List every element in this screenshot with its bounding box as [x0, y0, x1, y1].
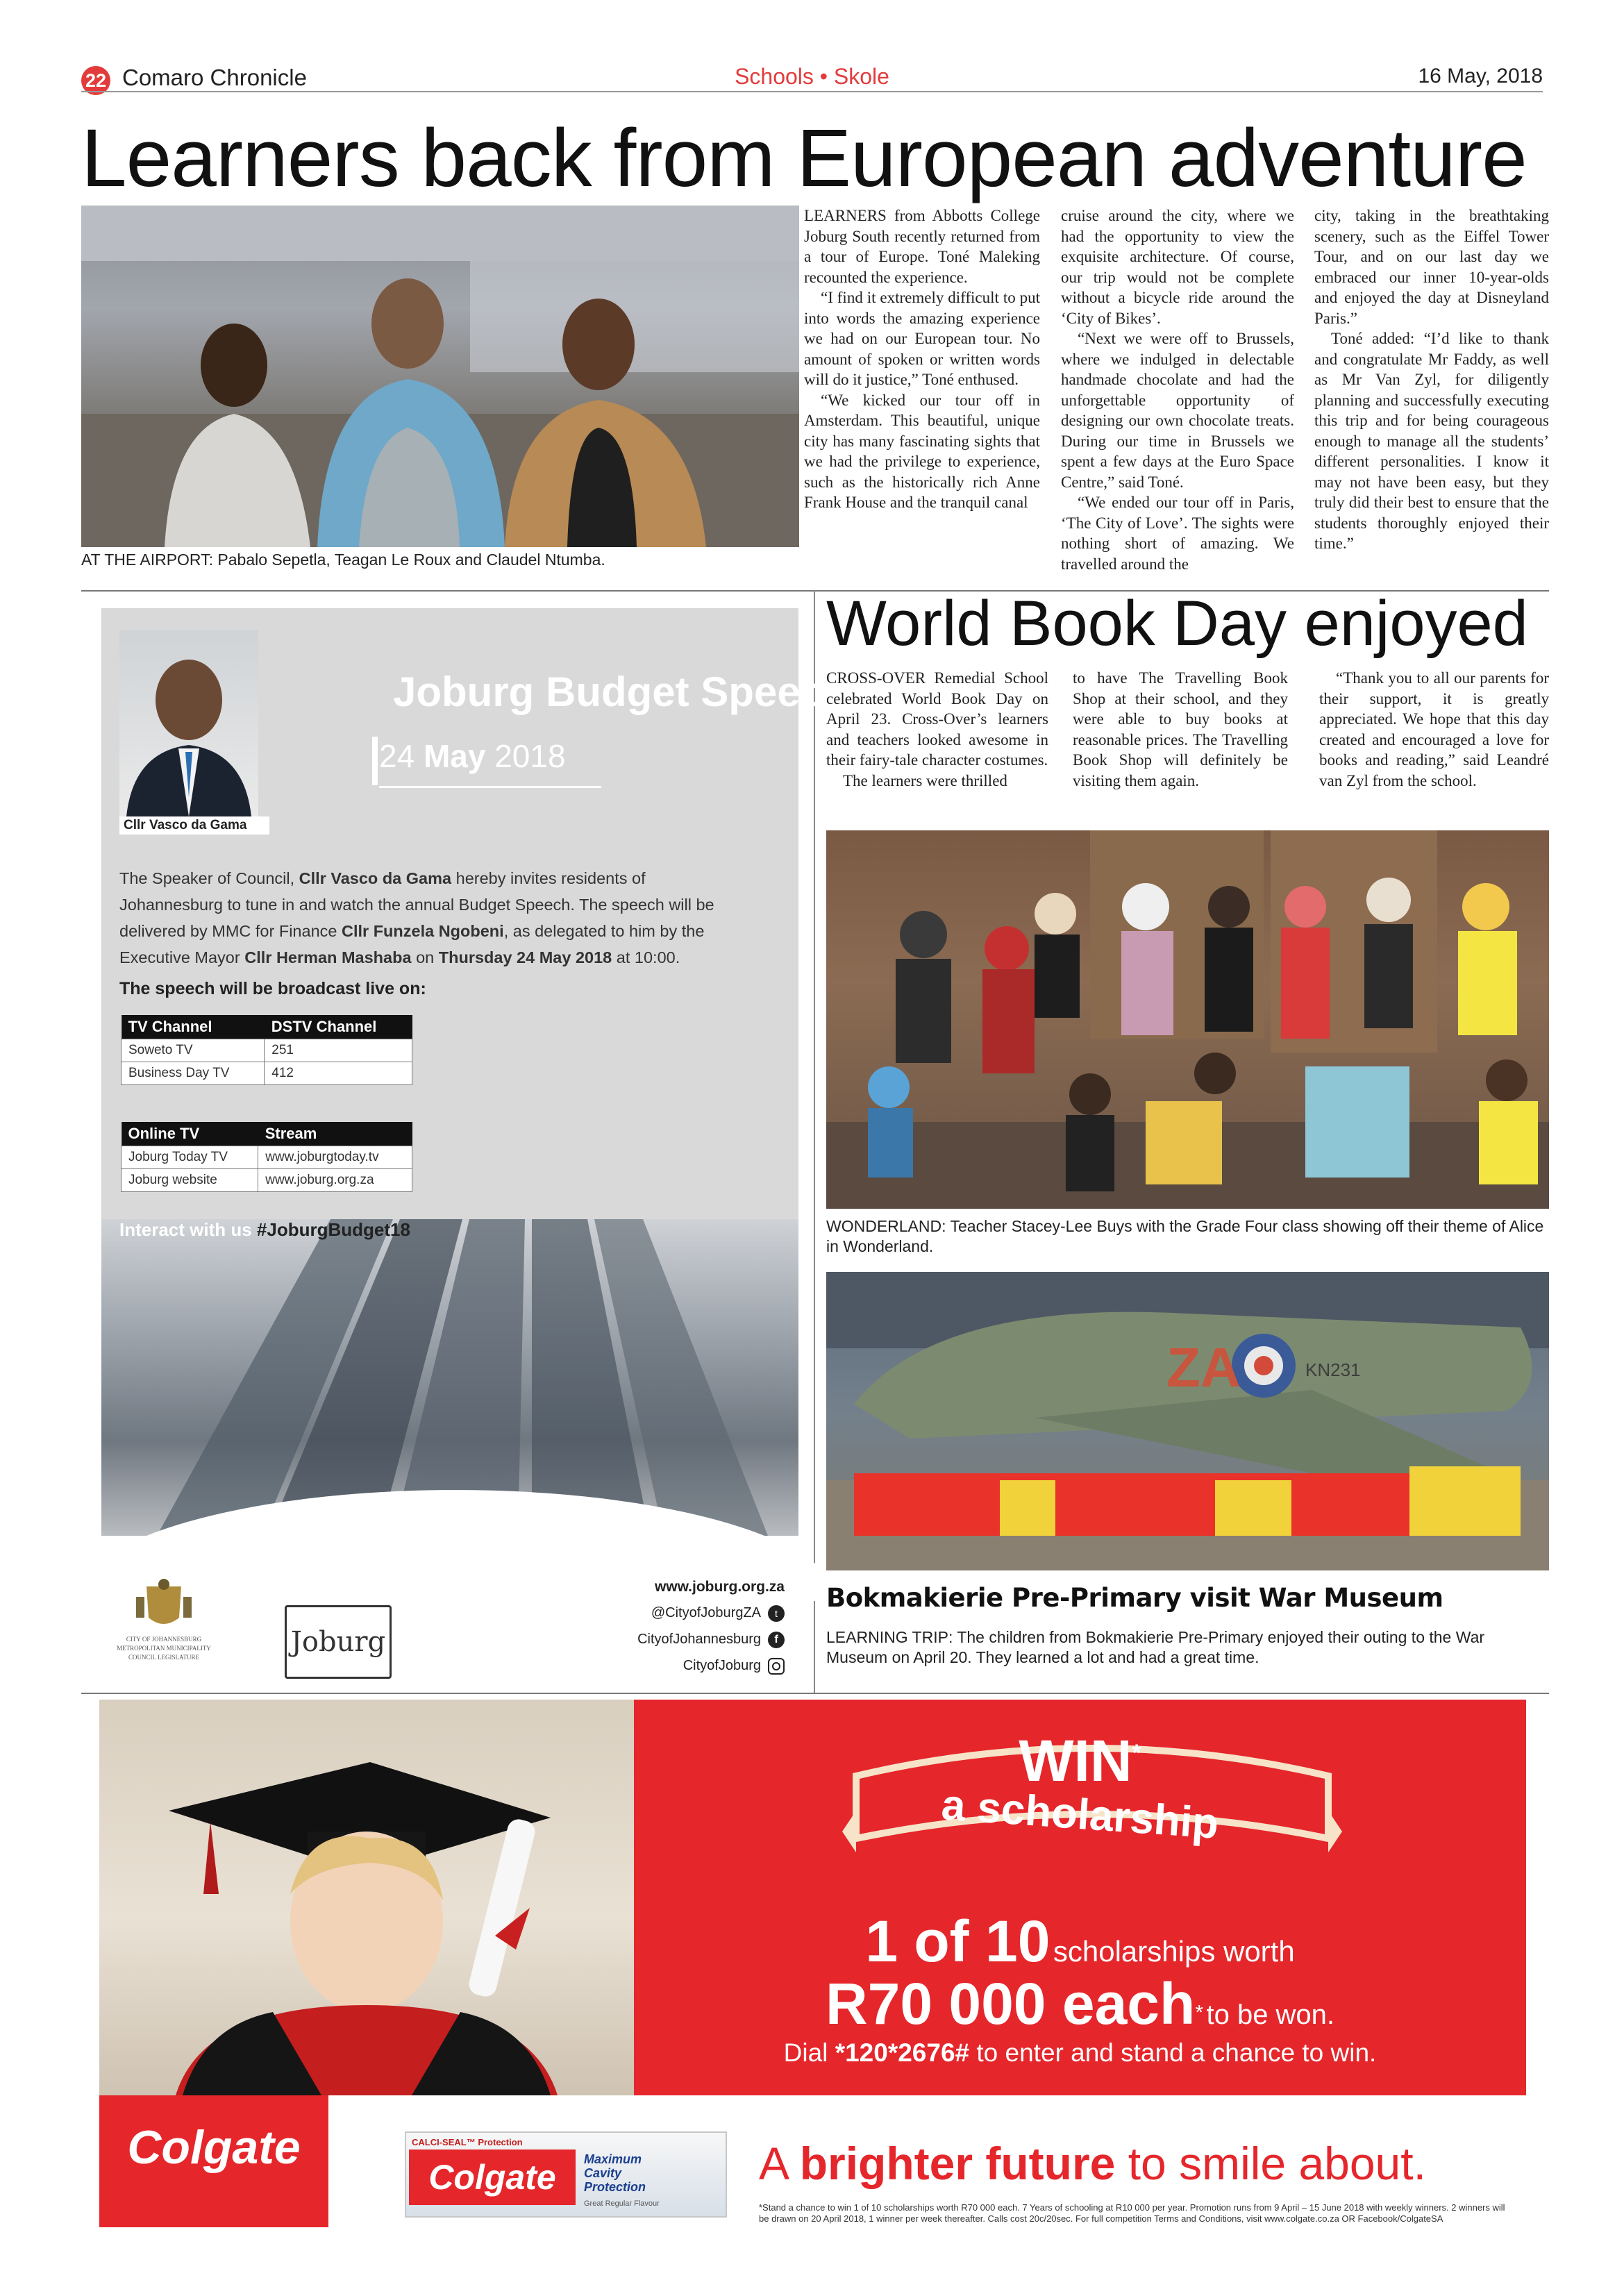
column-divider	[814, 590, 815, 1693]
hashtag: #JoburgBudget18	[256, 1219, 410, 1240]
story2-column-2: to have The Travelling Book Shop at their school, and they were able to buy books at reasonable prices. The Travelling Book Shop will definitely be visiting them again.	[1073, 669, 1288, 789]
colgate-ad	[99, 1700, 1526, 2243]
scholarship-panel	[634, 1700, 1526, 2095]
story2-column-1: CROSS-OVER Remedial School celebrated World Book Day on April 23. Cross-Over’s learners and teachers looked awesome in their fairy-tale character costumes. The learners were thrilled	[826, 669, 1048, 789]
war-museum-caption: LEARNING TRIP: The children from Bokmakierie Pre-Primary enjoyed their outing to the War Museum on April 20. They learned a lot and had a great time.	[826, 1628, 1485, 1666]
joburg-logo: Joburg	[285, 1605, 392, 1679]
councillor-portrait	[119, 630, 258, 816]
facebook-handle[interactable]: CityofJohannesburg	[637, 1632, 761, 1647]
story2-headline: World Book Day enjoyed	[826, 588, 1528, 659]
story3-headline: Bokmakierie Pre-Primary visit War Museum	[826, 1583, 1443, 1613]
toothpaste-box: CALCI-SEAL™ Protection Colgate Maximum Cavity Protection Great Regular Flavour	[405, 2131, 727, 2218]
table-row: Soweto TV 251	[122, 1039, 412, 1062]
world-book-day-photo	[826, 830, 1549, 1209]
story2-column-3: “Thank you to all our parents for their support, it is greatly appreciated. We hope that this day created and encouraged a love for books and reading,” said Leandré van Zyl from the school.	[1319, 669, 1549, 789]
date-bracket	[372, 737, 378, 785]
budget-ad-date: 24 May 2018	[379, 738, 566, 774]
skyline-photo	[101, 1219, 798, 1536]
win-heading: WIN*	[1019, 1728, 1141, 1793]
city-crest: CITY OF JOHANNESBURG METROPOLITAN MUNICIPALITY COUNCIL LEGISLATURE	[101, 1576, 226, 1666]
table-row: Business Day TV 412	[122, 1062, 412, 1085]
colgate-fine-print: *Stand a chance to win 1 of 10 scholarships worth R70 000 each. 7 Years of schooling at R10 000 per year. Promotion runs from 9 April – 15 June 2018 with weekly winners. 2 winners will be drawn on 20 April 2018, 1 winner per week thereafter. Calls cost 20c/20sec. For full competition Terms and Conditions, visit www.colgate.co.za OR Facebook/ColgateSA	[759, 2202, 1505, 2224]
header-rule	[81, 91, 1543, 92]
online-stream-table: Online TV Stream Joburg Today TV www.joburgtoday.tv Joburg website www.joburg.org.za	[121, 1122, 412, 1192]
budget-ad-body: The Speaker of Council, Cllr Vasco da Gama hereby invites residents of Johannesburg to tune in and watch the annual Budget Speech. The speech will be delivered by MMC for Finance Cllr Funzela Ngobeni, as delegated to him by the Executive Mayor Cllr Herman Mashaba on Thursday 24 May 2018 at 10:00.	[119, 869, 714, 966]
story1-column-2: cruise around the city, where we had the opportunity to view the exquisite architecture. Of course, our trip would not be complete without a bicycle ride around the ‘City of Bikes’. “Next we were off to Brussels, where we indulged in delectable handmade chocolate and had the unforgettable opportunity of designing our own chocolate treats. During our time in Brussels we spent a few days at the Euro Space Centre,” said Toné. “We ended our tour off in Paris, ‘The City of Love’. The sights were nothing short of amazing. We travelled around the	[1061, 207, 1294, 573]
instagram-handle[interactable]: CityofJoburg	[683, 1658, 761, 1673]
section-label: Schools • Skole	[735, 64, 889, 89]
dial-instructions: Dial *120*2676# to enter and stand a chance to win.	[783, 2038, 1377, 2067]
prize-line-2: R70 000 each* to be won.	[825, 1971, 1335, 2036]
airport-photo	[81, 206, 799, 547]
budget-speech-ad	[101, 608, 849, 1536]
budget-ad-title: Joburg Budget Speech	[393, 669, 849, 715]
scholarship-heading: a scholarship	[939, 1781, 1221, 1848]
story1-headline: Learners back from European adventure	[81, 112, 1527, 204]
ad-divider	[81, 1693, 1549, 1694]
date-underline	[379, 786, 601, 788]
crest-icon	[101, 1576, 226, 1632]
colgate-tagline: A brighter future to smile about.	[759, 2138, 1426, 2189]
plane-letters: ZA	[1166, 1336, 1241, 1398]
twitter-handle[interactable]: @CityofJoburgZA	[651, 1605, 761, 1620]
page-number: 22	[81, 66, 110, 95]
table-row: Joburg website www.joburg.org.za	[122, 1169, 412, 1192]
facebook-icon: f	[768, 1632, 785, 1648]
story1-column-3: city, taking in the breathtaking scenery, such as the Eiffel Tower Tour, and on our last day we embraced our inner 10-year-olds and enjoyed the day at Disneyland Paris.” Toné added: “I’d like to thank and congratulate Mr Faddy, as well as Mr Van Zyl, for diligently planning and successfully executing this trip and for being courageous enough to manage all the students’ different personalities. I know it may not have been easy, but they truly did their best to ensure that the students thoroughly enjoyed their time.”	[1314, 207, 1549, 552]
book-day-caption: WONDERLAND: Teacher Stacey-Lee Buys with the Grade Four class showing off their theme of Alice in Wonderland.	[826, 1217, 1544, 1255]
prize-line-1: 1 of 10 scholarships worth	[865, 1909, 1295, 1974]
story1-column-1: LEARNERS from Abbotts College Joburg South recently returned from a tour of Europe. Toné Maleking recounted the experience. “I find it extremely difficult to put into words the amazing experience we had on our European tour. No amount of spoken or written words will do it justice,” Toné enthused. “We kicked our tour off in Amsterdam. This beautiful, unique city has many fascinating sights that we had the privilege to experience, such as the historically rich Anne Frank House and the tranquil canal	[804, 207, 1040, 511]
airport-caption: AT THE AIRPORT: Pabalo Sepetla, Teagan Le Roux and Claudel Ntumba.	[81, 551, 605, 569]
instagram-icon	[768, 1658, 785, 1675]
portrait-caption: Cllr Vasco da Gama	[119, 816, 269, 835]
plane-marking: KN231	[1305, 1359, 1361, 1380]
colgate-logo: Colgate	[99, 2095, 328, 2227]
website-link[interactable]: www.joburg.org.za	[654, 1579, 785, 1595]
interact-line: Interact with us #JoburgBudget18	[119, 1219, 410, 1240]
twitter-icon: t	[768, 1605, 785, 1622]
tv-channel-table: TV Channel DSTV Channel Soweto TV 251 Business Day TV 412	[121, 1015, 412, 1085]
broadcast-heading: The speech will be broadcast live on:	[119, 979, 426, 998]
war-museum-photo	[826, 1272, 1549, 1570]
graduate-child-photo	[99, 1700, 634, 2095]
table-row: Joburg Today TV www.joburgtoday.tv	[122, 1146, 412, 1169]
publication-name: Comaro Chronicle	[122, 65, 307, 90]
issue-date: 16 May, 2018	[1418, 65, 1543, 87]
